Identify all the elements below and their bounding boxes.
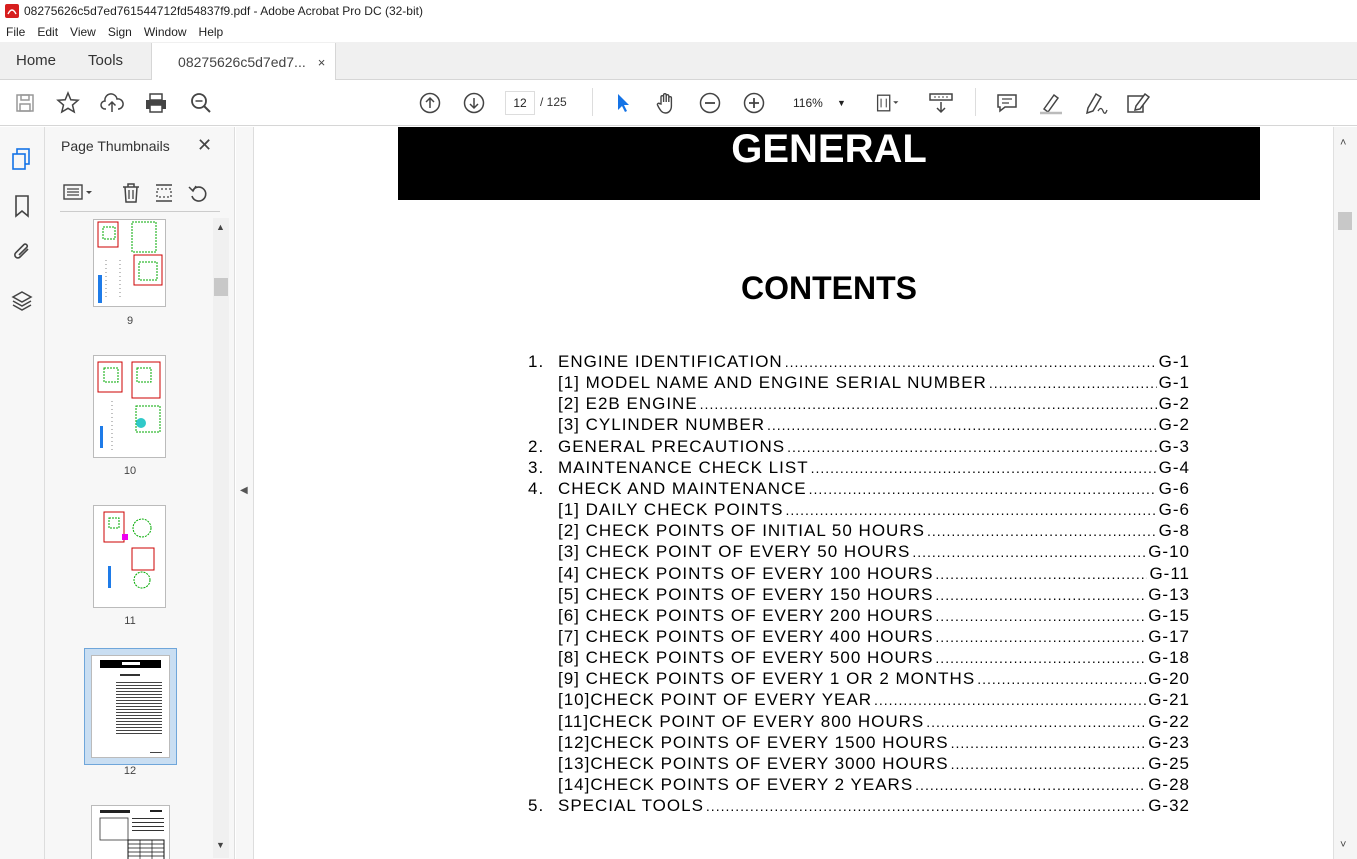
toc-entry[interactable]	[528, 775, 1190, 796]
attachments-icon[interactable]	[10, 240, 34, 264]
toc-entry-label: ENGINE IDENTIFICATION	[558, 352, 783, 371]
save-icon[interactable]	[12, 90, 38, 116]
thumbnail-label: 11	[124, 615, 136, 627]
upload-cloud-icon[interactable]	[99, 90, 125, 116]
toc-entry-label: [10]CHECK POINT OF EVERY YEAR	[558, 690, 873, 710]
toc-leader-dots	[785, 352, 1157, 372]
scroll-up-icon[interactable]: ▲	[216, 222, 225, 232]
toc-leader-dots	[787, 437, 1157, 457]
toc-leader-dots	[935, 606, 1146, 626]
scrollbar-thumb[interactable]	[1338, 212, 1352, 230]
toc-entry-page: G-23	[1148, 732, 1190, 752]
toc-entry-page: G-25	[1148, 753, 1190, 773]
toc-entry-label: CHECK AND MAINTENANCE	[558, 478, 807, 498]
document-view[interactable]	[254, 127, 1333, 859]
toc-leader-dots	[951, 754, 1147, 774]
page-thumbnail[interactable]	[93, 505, 166, 608]
tab-document[interactable]	[151, 43, 336, 81]
section-banner	[398, 127, 1260, 200]
menu-bar	[0, 22, 1357, 42]
zoom-level-select[interactable]	[785, 91, 855, 115]
toc-leader-dots	[874, 690, 1146, 710]
toc-leader-dots	[935, 648, 1146, 668]
toc-leader-dots	[935, 627, 1146, 647]
toolbar-divider	[592, 88, 593, 116]
toc-entry-page: G-6	[1158, 478, 1190, 498]
tab-tools[interactable]: Tools	[88, 52, 124, 69]
toc-entry[interactable]	[528, 606, 1190, 627]
toc-entry-page: G-20	[1148, 669, 1190, 689]
toc-leader-dots	[912, 542, 1146, 562]
toc-entry[interactable]	[528, 648, 1190, 669]
toc-leader-dots	[989, 373, 1157, 393]
toc-entry[interactable]	[528, 796, 1190, 817]
toc-entry[interactable]	[528, 500, 1190, 521]
toolbar-divider	[975, 88, 976, 116]
toc-entry-page: G-3	[1158, 436, 1190, 456]
toc-leader-dots	[915, 775, 1146, 795]
toc-entry[interactable]	[528, 712, 1190, 733]
comment-icon[interactable]	[994, 90, 1020, 116]
toc-entry[interactable]	[528, 564, 1190, 585]
tab-close-icon[interactable]: ×	[317, 54, 326, 70]
thumbnail-label: 9	[126, 315, 134, 327]
document-scrollbar[interactable]	[1333, 127, 1357, 859]
toc-leader-dots	[951, 733, 1147, 753]
page-thumbnail[interactable]	[93, 219, 166, 307]
toc-entry[interactable]	[528, 669, 1190, 690]
rotate-page-icon[interactable]	[187, 182, 209, 209]
toc-entry[interactable]	[528, 415, 1190, 436]
toc-entry-number: 5.	[528, 796, 545, 816]
toc-entry-page: G-10	[1148, 542, 1190, 562]
tab-bar	[0, 42, 1357, 80]
scroll-down-icon[interactable]: ˅	[1340, 839, 1347, 851]
page-thumbnail[interactable]	[93, 355, 166, 458]
toc-leader-dots	[811, 458, 1157, 478]
toc-entry-page: G-8	[1158, 521, 1190, 541]
toc-entry-page: G-28	[1148, 775, 1190, 794]
toc-entry-page: G-1	[1158, 373, 1190, 393]
toc-entry-label: [11]CHECK POINT OF EVERY 800 HOURS	[558, 711, 925, 731]
layers-icon[interactable]	[10, 289, 34, 313]
hand-tool-icon[interactable]	[653, 90, 679, 116]
tab-document-label: 08275626c5d7ed7...	[178, 54, 306, 70]
toc-entry-number: 3.	[528, 457, 545, 477]
thumbnail-options-icon[interactable]	[62, 182, 96, 209]
page-thumbnails-panel	[45, 127, 235, 859]
scrollbar-thumb[interactable]	[214, 278, 228, 296]
toc-entry[interactable]	[528, 352, 1190, 373]
banner-title: GENERAL	[731, 127, 927, 171]
toc-entry[interactable]	[528, 754, 1190, 775]
toc-leader-dots	[935, 585, 1146, 605]
toc-entry-page: G-18	[1148, 648, 1190, 668]
page-thumbnails-icon[interactable]	[10, 147, 34, 171]
thumbnail-label: 10	[123, 465, 137, 477]
toc-entry-number: 2.	[528, 436, 545, 456]
toc-entry[interactable]	[528, 479, 1190, 500]
previous-page-icon[interactable]	[417, 90, 443, 116]
chevron-down-icon: ▼	[837, 98, 846, 108]
toc-entry-label: [8] CHECK POINTS OF EVERY 500 HOURS	[558, 648, 934, 668]
toc-leader-dots	[935, 564, 1147, 584]
toc-entry-label: [2] E2B ENGINE	[558, 394, 698, 414]
menu-window[interactable]: Window	[143, 25, 187, 39]
panel-collapse-bar[interactable]	[236, 127, 254, 859]
next-page-icon[interactable]	[461, 90, 487, 116]
delete-page-icon[interactable]	[120, 182, 142, 209]
toc-entry-label: [6] CHECK POINTS OF EVERY 200 HOURS	[558, 605, 934, 625]
toc-entry-label: [14]CHECK POINTS OF EVERY 2 YEARS	[558, 775, 914, 794]
page-fit-icon[interactable]	[875, 90, 901, 116]
panel-toolbar	[60, 182, 220, 212]
toc-leader-dots	[700, 394, 1157, 414]
toc-entry-page: G-1	[1158, 352, 1190, 371]
zoom-in-icon[interactable]	[741, 90, 767, 116]
menu-file[interactable]: File	[6, 25, 26, 39]
toc-leader-dots	[706, 796, 1146, 816]
zoom-out-icon[interactable]	[697, 90, 723, 116]
toc-entry-page: G-2	[1158, 394, 1190, 414]
select-cursor-icon[interactable]	[610, 90, 636, 116]
toc-entry[interactable]	[528, 373, 1190, 394]
toc-entry-label: [2] CHECK POINTS OF INITIAL 50 HOURS	[558, 521, 925, 541]
toc-entry-label: SPECIAL TOOLS	[558, 796, 704, 816]
scrolling-mode-icon[interactable]	[928, 90, 954, 116]
title-bar	[0, 0, 1357, 22]
search-zoom-icon[interactable]	[188, 90, 214, 116]
collapse-arrow-icon[interactable]: ◀	[240, 485, 248, 496]
toc-entry-page: G-15	[1148, 605, 1190, 625]
toc-entry[interactable]	[528, 521, 1190, 542]
menu-help[interactable]: Help	[198, 25, 224, 39]
scroll-up-icon[interactable]: ˄	[1340, 137, 1347, 149]
redact-edit-icon[interactable]	[1125, 90, 1151, 116]
toc-entry-page: G-6	[1158, 500, 1190, 520]
window-title: 08275626c5d7ed761544712fd54837f9.pdf - Adobe Acrobat Pro DC (32-bit)	[24, 4, 423, 18]
toc-entry-label: [3] CHECK POINT OF EVERY 50 HOURS	[558, 542, 911, 562]
menu-sign[interactable]: Sign	[107, 25, 132, 39]
acrobat-app-icon	[4, 3, 20, 19]
toc-entry-label: [13]CHECK POINTS OF EVERY 3000 HOURS	[558, 753, 949, 773]
toc-entry[interactable]	[528, 458, 1190, 479]
toc-entry-label: [4] CHECK POINTS OF EVERY 100 HOURS	[558, 563, 934, 583]
toc-entry[interactable]	[528, 627, 1190, 648]
toc-entry-page: G-2	[1158, 415, 1190, 435]
toc-leader-dots	[927, 521, 1157, 541]
toc-entry-page: G-22	[1148, 711, 1190, 731]
tab-home[interactable]: Home	[16, 52, 57, 69]
toc-entry[interactable]	[528, 542, 1190, 563]
sign-pen-icon[interactable]	[1082, 90, 1108, 116]
highlight-pen-icon[interactable]	[1038, 90, 1064, 116]
toc-entry-label: [1] MODEL NAME AND ENGINE SERIAL NUMBER	[558, 373, 987, 393]
toc-entry[interactable]	[528, 733, 1190, 754]
toc-leader-dots	[785, 500, 1156, 520]
toc-entry-label: [9] CHECK POINTS OF EVERY 1 OR 2 MONTHS	[558, 669, 976, 689]
thumbnail-label: 12	[123, 765, 137, 777]
page-total: / 125	[540, 95, 567, 109]
page-thumbnail[interactable]	[91, 805, 170, 859]
toc-entry-label: [5] CHECK POINTS OF EVERY 150 HOURS	[558, 584, 934, 604]
toc-entry-label: GENERAL PRECAUTIONS	[558, 436, 786, 456]
toc-entry-label: MAINTENANCE CHECK LIST	[558, 457, 809, 477]
toc-leader-dots	[977, 669, 1146, 689]
toc-entry[interactable]	[528, 585, 1190, 606]
print-icon[interactable]	[143, 90, 169, 116]
zoom-level-value: 116%	[793, 96, 823, 110]
toc-leader-dots	[809, 479, 1157, 499]
toc-entry-number: 1.	[528, 352, 545, 371]
toc-entry-page: G-4	[1158, 457, 1190, 477]
menu-edit[interactable]: Edit	[37, 25, 59, 39]
bookmarks-icon[interactable]	[10, 194, 34, 218]
toc-entry-page: G-17	[1148, 626, 1190, 646]
toc-entry-label: [7] CHECK POINTS OF EVERY 400 HOURS	[558, 626, 934, 646]
toc-entry[interactable]	[528, 437, 1190, 458]
contents-heading: CONTENTS	[741, 270, 917, 306]
panel-close-icon[interactable]: ✕	[197, 135, 213, 155]
toc-entry-page: G-21	[1148, 690, 1190, 710]
page-thumbnail-current[interactable]	[91, 655, 170, 758]
menu-view[interactable]: View	[70, 25, 96, 39]
toc-entry-label: [3] CYLINDER NUMBER	[558, 415, 765, 435]
thumbnail-scrollbar[interactable]	[213, 218, 229, 858]
toc-entry[interactable]	[528, 394, 1190, 415]
toc-entry[interactable]	[528, 690, 1190, 711]
thumbnail-list	[45, 219, 213, 859]
toc-entry-label: [1] DAILY CHECK POINTS	[558, 500, 784, 520]
toc-entry-label: [12]CHECK POINTS OF EVERY 1500 HOURS	[558, 732, 949, 752]
toc-entry-page: G-11	[1149, 563, 1190, 583]
toc-entry-page: G-13	[1148, 584, 1190, 604]
toc-leader-dots	[926, 712, 1146, 732]
left-rail	[0, 127, 45, 859]
toc-entry-page: G-32	[1148, 796, 1190, 816]
panel-title: Page Thumbnails	[61, 138, 170, 154]
toc-leader-dots	[767, 415, 1157, 435]
page-number-input[interactable]: 12	[505, 91, 535, 115]
toc-entry-number: 4.	[528, 478, 545, 498]
extract-pages-icon[interactable]	[153, 182, 175, 209]
bookmark-star-icon[interactable]	[55, 90, 81, 116]
scroll-down-icon[interactable]: ▼	[216, 840, 225, 850]
